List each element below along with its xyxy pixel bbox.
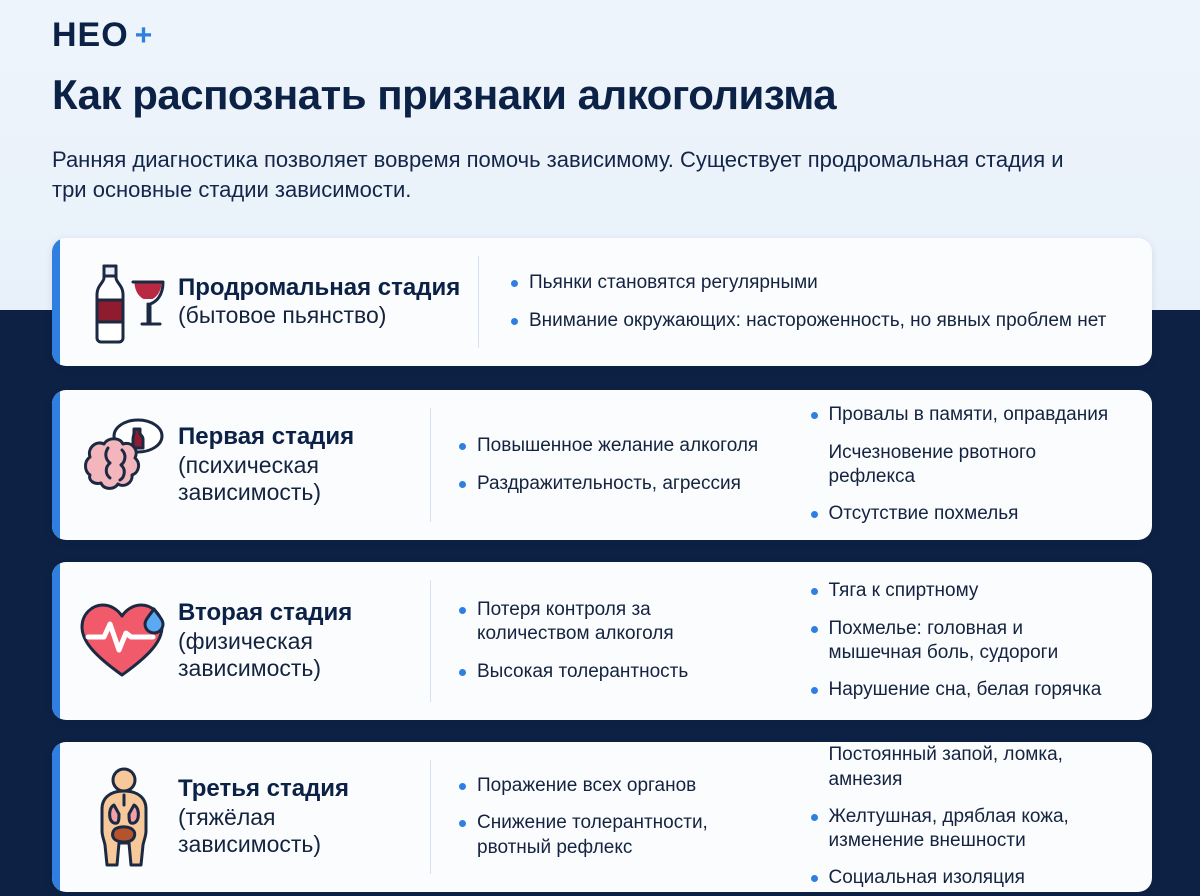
brand-logo: [52, 18, 152, 52]
list-item: Поражение всех органов: [457, 774, 769, 798]
stage-card: [52, 562, 1152, 720]
list-item: Отсутствие похмелья: [809, 502, 1121, 526]
list-item: Похмелье: головная и мышечная боль, судороги: [809, 617, 1121, 666]
symptom-column: [431, 774, 783, 860]
human-body-organs-icon: [70, 767, 178, 867]
symptom-column: [431, 598, 783, 684]
list-item: Провалы в памяти, оправдания: [809, 403, 1121, 427]
stage-card: [52, 238, 1152, 366]
stage-label: [178, 599, 430, 683]
stage-subtitle: (психическая зависимость): [178, 451, 322, 506]
list-item: Высокая толерантность: [457, 660, 769, 684]
stage-subtitle: (тяжёлая зависимость): [178, 803, 322, 858]
list-item: Внимание окружающих: настороженность, но явных проблем нет: [509, 309, 1120, 333]
wine-bottle-and-glass-icon: [70, 256, 178, 348]
list-item: Исчезновение рвотного рефлекса: [828, 441, 1037, 487]
symptom-column: [783, 403, 1135, 526]
stage-label: [178, 423, 430, 507]
brand-plus-icon: +: [134, 19, 153, 52]
page-title: Как распознать признаки алкоголизма: [52, 71, 837, 118]
list-item: Снижение толерантности, рвотный рефлекс: [457, 811, 769, 860]
list-item: Повышенное желание алкоголя: [457, 434, 769, 458]
stage-title: Продромальная стадия: [178, 274, 461, 302]
stage-card: [52, 742, 1152, 892]
list-item: Желтушная, дряблая кожа, изменение внешности: [809, 805, 1121, 854]
heart-with-pulse-icon: [70, 595, 178, 687]
symptom-column: [479, 271, 1134, 333]
card-accent-bar: [52, 390, 60, 540]
stage-card: [52, 390, 1152, 540]
stage-label: [178, 775, 430, 859]
list-item: Постоянный запой, ломка, амнезия: [828, 744, 1063, 790]
symptom-column: [783, 579, 1135, 702]
list-item: Социальная изоляция: [809, 866, 1121, 890]
stage-label: [178, 274, 478, 330]
list-item: Тяга к спиртному: [809, 579, 1121, 603]
brain-with-thought-bubble-icon: [70, 417, 178, 513]
brand-name: HEO: [52, 16, 129, 54]
list-item: Раздражительность, агрессия: [457, 472, 769, 496]
list-item: Нарушение сна, белая горячка: [809, 678, 1121, 702]
card-accent-bar: [52, 742, 60, 892]
stage-title: Третья стадия: [178, 775, 350, 803]
list-item: Пьянки становятся регулярными: [509, 271, 1120, 295]
card-accent-bar: [52, 238, 60, 366]
stage-subtitle: (физическая зависимость): [178, 627, 322, 682]
stage-subtitle: (бытовое пьянство): [178, 302, 387, 329]
symptom-column: [431, 434, 783, 496]
symptom-column: [783, 743, 1135, 891]
list-item: Потеря контроля за количеством алкоголя: [457, 598, 769, 647]
card-accent-bar: [52, 562, 60, 720]
stage-title: Вторая стадия: [178, 599, 353, 627]
page-subtitle: Ранняя диагностика позволяет вовремя помочь зависимому. Существует продромальная стадия и три основные стадии зависимости.: [52, 147, 1064, 202]
stage-title: Первая стадия: [178, 423, 355, 451]
